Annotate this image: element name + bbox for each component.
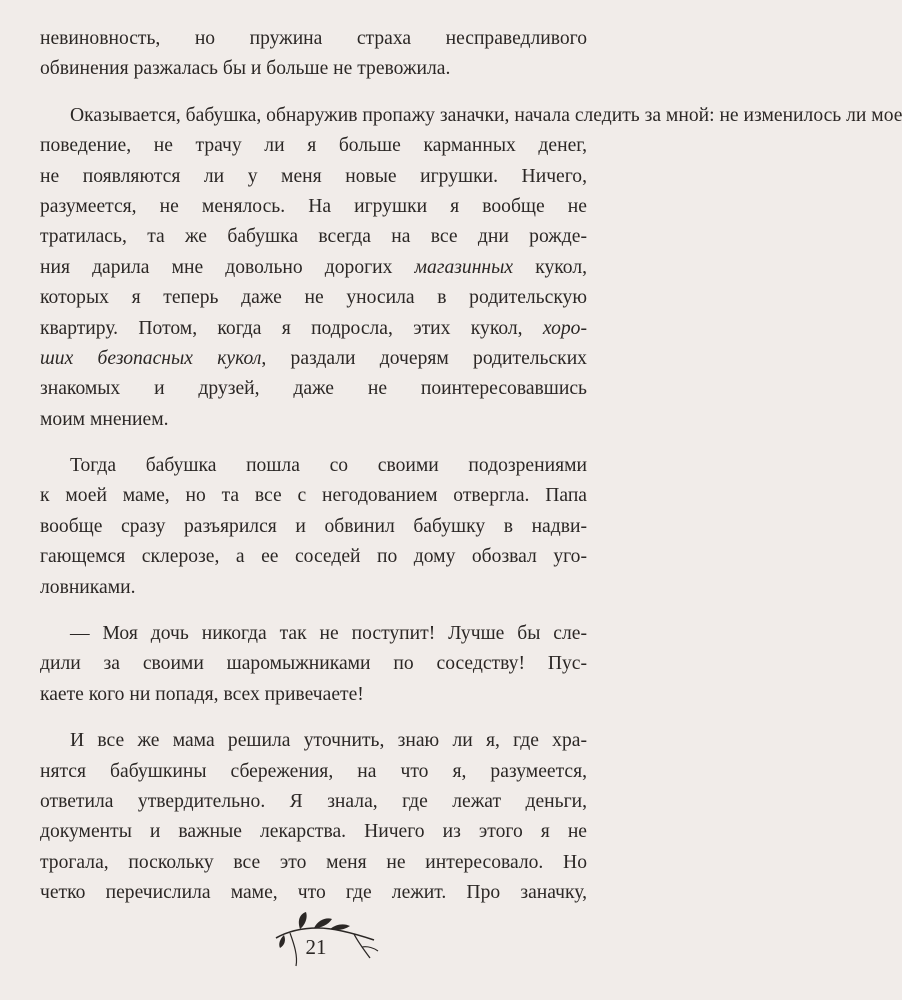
text-line: обвинения разжалась бы и больше не тревожила. bbox=[40, 58, 451, 80]
text-line: вообще сразу разъярился и обвинил бабушку в надви- bbox=[40, 515, 587, 537]
text-line: ших безопасных кукол, раздали дочерям родительских bbox=[40, 347, 587, 369]
text-line: документы и важные лекарства. Ничего из этого я не bbox=[40, 821, 587, 843]
text-line: ответила утвердительно. Я знала, где лежат деньги, bbox=[40, 790, 587, 812]
text-line: — Моя дочь никогда так не поступит! Лучше бы сле- bbox=[70, 623, 587, 645]
text-line: невиновность, но пружина страха несправедливого bbox=[40, 28, 587, 49]
text-line: ния дарила мне довольно дорогих магазинных кукол, bbox=[40, 256, 587, 278]
text-line: знакомых и друзей, даже не поинтересовавшись bbox=[40, 378, 587, 400]
text-line: не появляются ли у меня новые игрушки. Ничего, bbox=[40, 165, 587, 187]
text-line: квартиру. Потом, когда я подросла, этих кукол, хоро- bbox=[40, 317, 587, 339]
paragraph bbox=[40, 451, 587, 603]
paragraph bbox=[40, 726, 587, 908]
emphasis: хоро- bbox=[542, 317, 587, 339]
text-line: ловниками. bbox=[40, 576, 136, 598]
paragraph bbox=[40, 101, 902, 435]
emphasis: магазинных bbox=[414, 256, 514, 278]
text-line: дили за своими шаромыжниками по соседству! Пус- bbox=[40, 653, 587, 675]
text-line: каете кого ни попадя, всех привечаете! bbox=[40, 683, 364, 705]
text-line: тратилась, та же бабушка всегда на все дни рожде- bbox=[40, 226, 587, 248]
text-line: поведение, не трачу ли я больше карманных денег, bbox=[40, 135, 587, 157]
paragraph bbox=[40, 24, 587, 85]
text-line: разумеется, не менялось. На игрушки я вообще не bbox=[40, 195, 587, 217]
text-line: четко перечислила маме, что где лежит. Про заначку, bbox=[40, 882, 587, 904]
paragraph bbox=[40, 619, 587, 710]
body-text bbox=[40, 24, 902, 909]
text-line: к моей маме, но та все с негодованием отвергла. Папа bbox=[40, 485, 587, 507]
text-line: гающемся склерозе, а ее соседей по дому обозвал уго- bbox=[40, 546, 587, 568]
text-line: моим мнением. bbox=[40, 408, 169, 430]
text-line: трогала, поскольку все это меня не интересовало. Но bbox=[40, 851, 587, 873]
page-number: 21 bbox=[305, 935, 327, 959]
text-line: Оказывается, бабушка, обнаружив пропажу заначки, начала следить за мной: не изменилось ли мое bbox=[70, 104, 902, 126]
text-line: И все же мама решила уточнить, знаю ли я, где хра- bbox=[70, 730, 587, 752]
text-line: нятся бабушкины сбережения, на что я, разумеется, bbox=[40, 760, 587, 782]
text-line: Тогда бабушка пошла со своими подозрениями bbox=[70, 455, 587, 477]
emphasis: ших безопасных кукол bbox=[40, 347, 262, 369]
text-line: которых я теперь даже не уносила в родительскую bbox=[40, 287, 587, 309]
